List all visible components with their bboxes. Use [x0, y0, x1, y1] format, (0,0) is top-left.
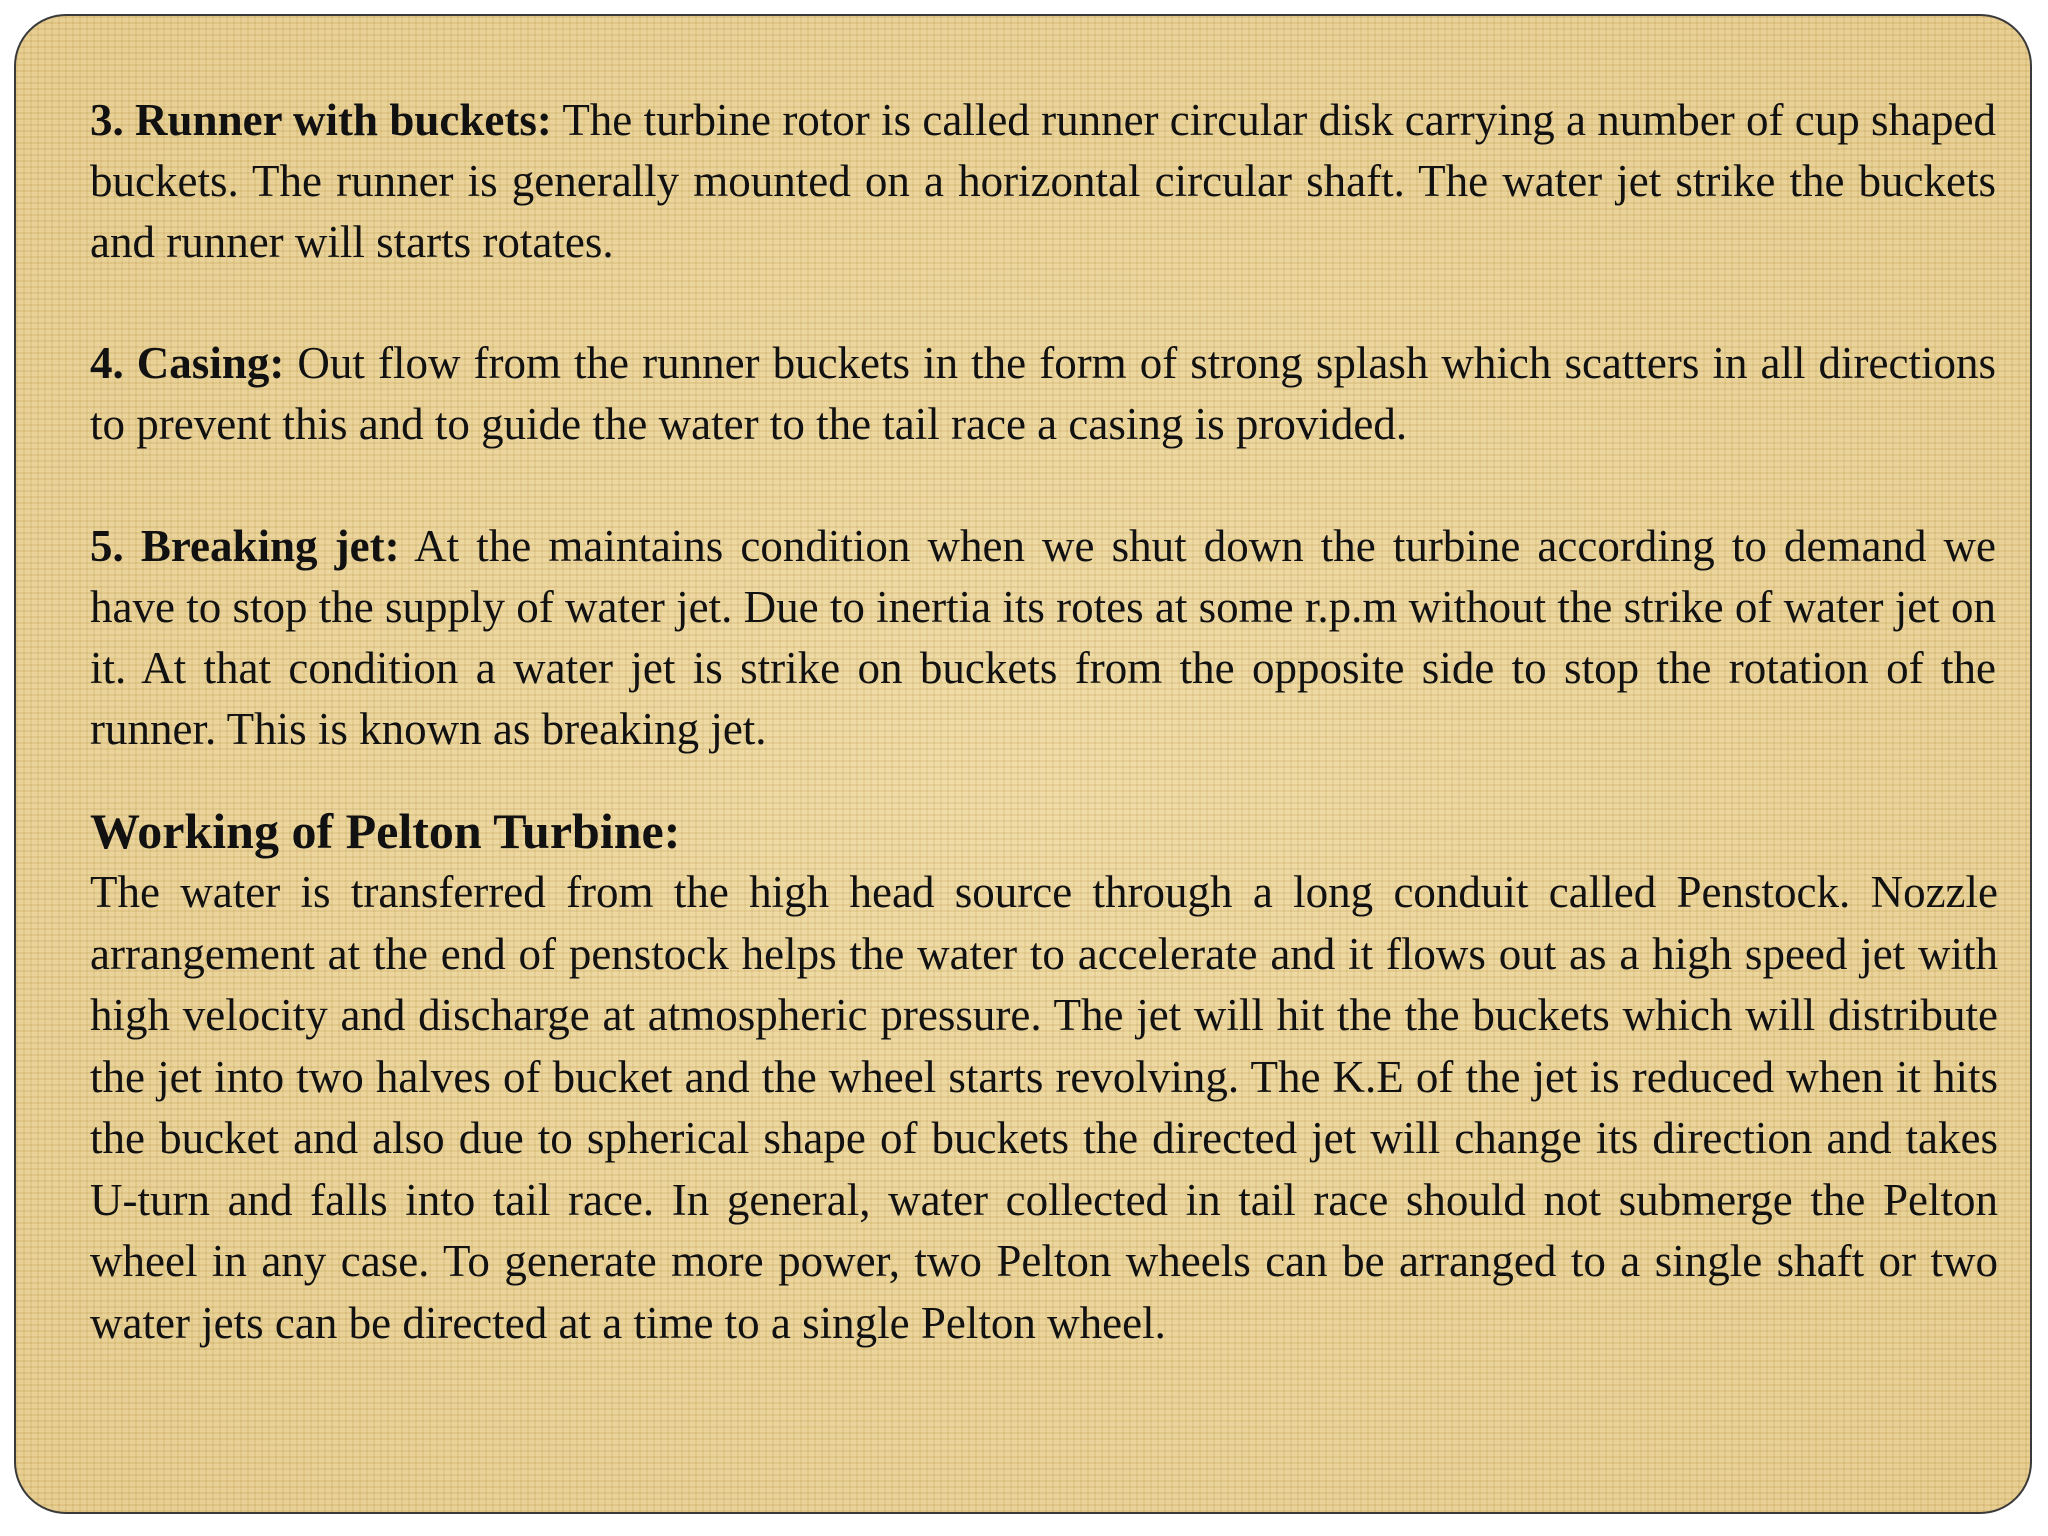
- spacer: [90, 760, 1996, 800]
- working-text: The water is transferred from the high head source through a long conduit called Penstock. Nozzle arrangement at the end of penstock helps the water to accelerate and it flows out as a high speed jet with high velocity and discharge at atmospheric pressure. The jet will hit the the buckets which will distribute the jet into two halves of bucket and the wheel starts revolving. The K.E of the jet is reduced when it hits the bucket and also due to spherical shape of buckets the directed jet will change its direction and takes U-turn and falls into tail race. In general, water collected in tail race should not submerge the Pelton wheel in any case. To generate more power, two Pelton wheels can be arranged to a single shaft or two water jets can be directed at a time to a single Pelton wheel.: [90, 867, 1998, 1348]
- section-label: 5. Breaking jet:: [90, 521, 400, 571]
- section-text: The turbine rotor is called runner circular disk carrying a number of cup shaped buckets. The runner is generally mounted on a horizontal circular shaft. The water jet strike the buckets and runner will starts rotates.: [90, 95, 1996, 267]
- section-label: 3. Runner with buckets:: [90, 95, 552, 145]
- spacer: [90, 273, 1996, 333]
- slide-content: [90, 90, 1996, 1354]
- section-text: At the maintains condition when we shut down the turbine according to demand we have to stop the supply of water jet. Due to inertia its rotes at some r.p.m without the strike of water jet on it. At that condition a water jet is strike on buckets from the opposite side to stop the rotation of the runner. This is known as breaking jet.: [90, 521, 1996, 754]
- section-text: Out flow from the runner buckets in the form of strong splash which scatters in all directions to prevent this and to guide the water to the tail race a casing is provided.: [90, 338, 1996, 449]
- working-heading: Working of Pelton Turbine:: [90, 803, 681, 859]
- section-breaking-jet: [90, 516, 1996, 760]
- section-runner-with-buckets: [90, 90, 1996, 273]
- spacer: [90, 455, 1996, 516]
- section-label: 4. Casing:: [90, 338, 285, 388]
- slide-panel: [14, 14, 2032, 1514]
- section-casing: [90, 333, 1996, 455]
